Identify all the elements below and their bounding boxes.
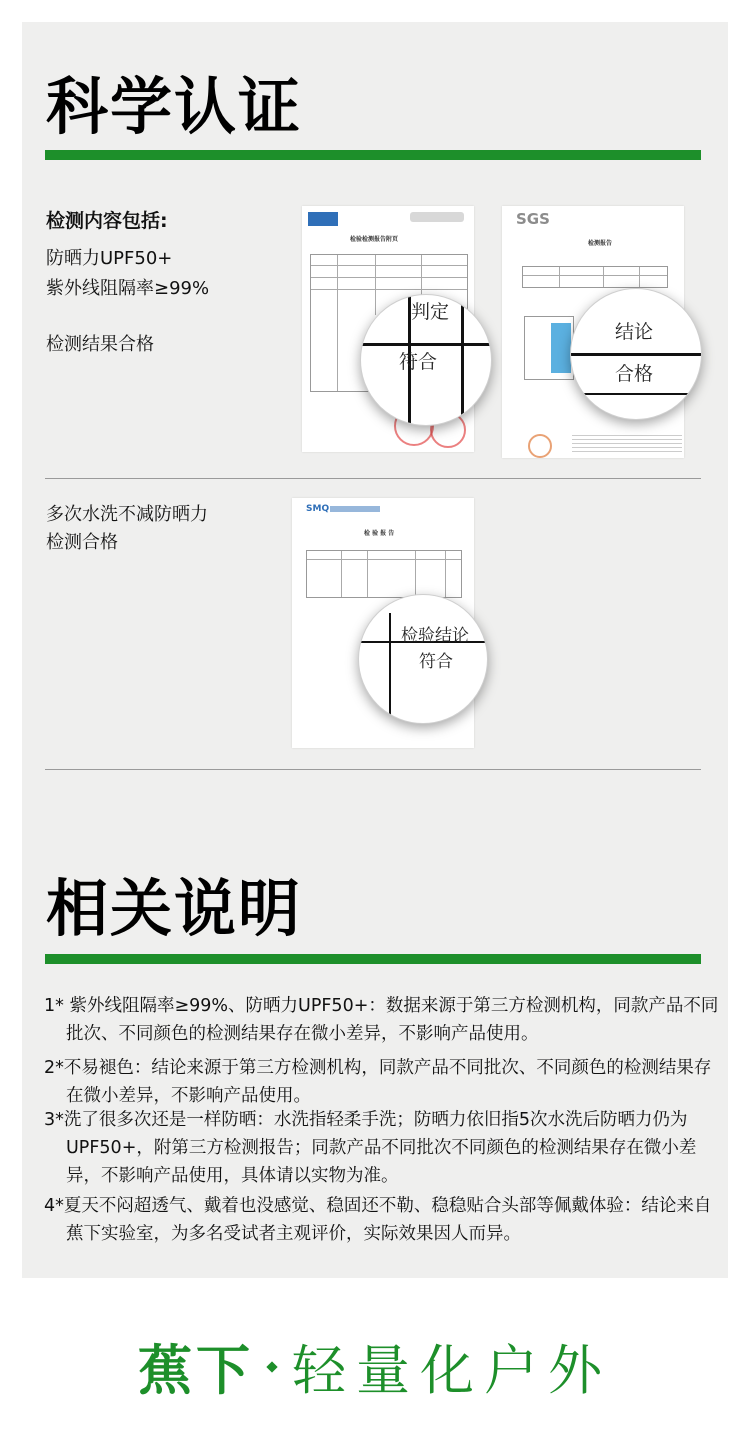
doc3-title: 检 验 报 告	[364, 530, 395, 537]
magnified-label-inspection-conclusion: 检验结论	[401, 626, 469, 646]
doc2-table	[522, 266, 668, 288]
brand-name: 蕉下	[138, 1339, 254, 1402]
doc2-title: 检测报告	[588, 240, 613, 247]
section-divider	[45, 478, 701, 479]
sample-photo	[524, 316, 574, 380]
cert-marks	[410, 212, 464, 222]
section-title-notes: 相关说明	[46, 872, 303, 945]
magnified-value-qualified: 合格	[615, 363, 654, 385]
magnified-value-conform: 符合	[419, 652, 453, 672]
title-underline-bar	[45, 150, 701, 160]
magnified-value-conform: 符合	[399, 351, 438, 373]
note-item-2: 2*不易褪色：结论来源于第三方检测机构，同款产品不同批次、不同颜色的检测结果存在微小差异，不影响产品使用。	[44, 1058, 712, 1106]
title-underline-bar	[45, 954, 701, 964]
test-contents-heading: 检测内容包括:	[46, 210, 168, 232]
brand-slogan: 轻量化户外	[292, 1339, 612, 1402]
fine-print	[572, 432, 682, 452]
section-divider	[45, 769, 701, 770]
note-item-4: 4*夏天不闷超透气、戴着也没感觉、稳固还不勒、稳稳贴合头部等佩戴体验：结论来自蕉下实验室，为多名受试者主观评价，实际效果因人而异。	[44, 1196, 712, 1244]
smq-logo: SMQ	[306, 504, 330, 514]
test-result-text: 检测结果合格	[46, 334, 154, 355]
wash-test-line-2: 检测合格	[46, 532, 118, 553]
section-title-certification: 科学认证	[46, 70, 303, 143]
magnified-label-verdict: 判定	[411, 301, 450, 323]
test-line-upf: 防晒力UPF50+	[46, 248, 173, 269]
note-item-3: 3*洗了很多次还是一样防晒：水洗指轻柔手洗；防晒力依旧指5次水洗后防晒力仍为UPF50+，附第三方检测报告；同款产品不同批次不同颜色的检测结果存在微小差异，不影响产品使用，具体请以实物为准。	[44, 1110, 697, 1186]
separator-dot	[266, 1362, 277, 1373]
magnifier-doc1	[360, 294, 492, 426]
sgs-seal	[528, 434, 552, 458]
magnified-label-conclusion: 结论	[615, 321, 654, 343]
doc1-title: 检验检测报告附页	[350, 236, 399, 243]
wash-test-line-1: 多次水洗不减防晒力	[46, 504, 208, 525]
brand-footer	[0, 1328, 750, 1405]
magnifier-doc2	[570, 288, 702, 420]
test-line-uv: 紫外线阻隔率≥99%	[46, 278, 210, 299]
magnifier-doc3	[358, 594, 488, 724]
note-item-1: 1* 紫外线阻隔率≥99%、防晒力UPF50+：数据来源于第三方检测机构，同款产品不同批次、不同颜色的检测结果存在微小差异，不影响产品使用。	[44, 996, 719, 1044]
doc3-table	[306, 550, 462, 598]
sgs-logo: SGS	[516, 210, 550, 228]
issuer-logo	[308, 212, 338, 226]
